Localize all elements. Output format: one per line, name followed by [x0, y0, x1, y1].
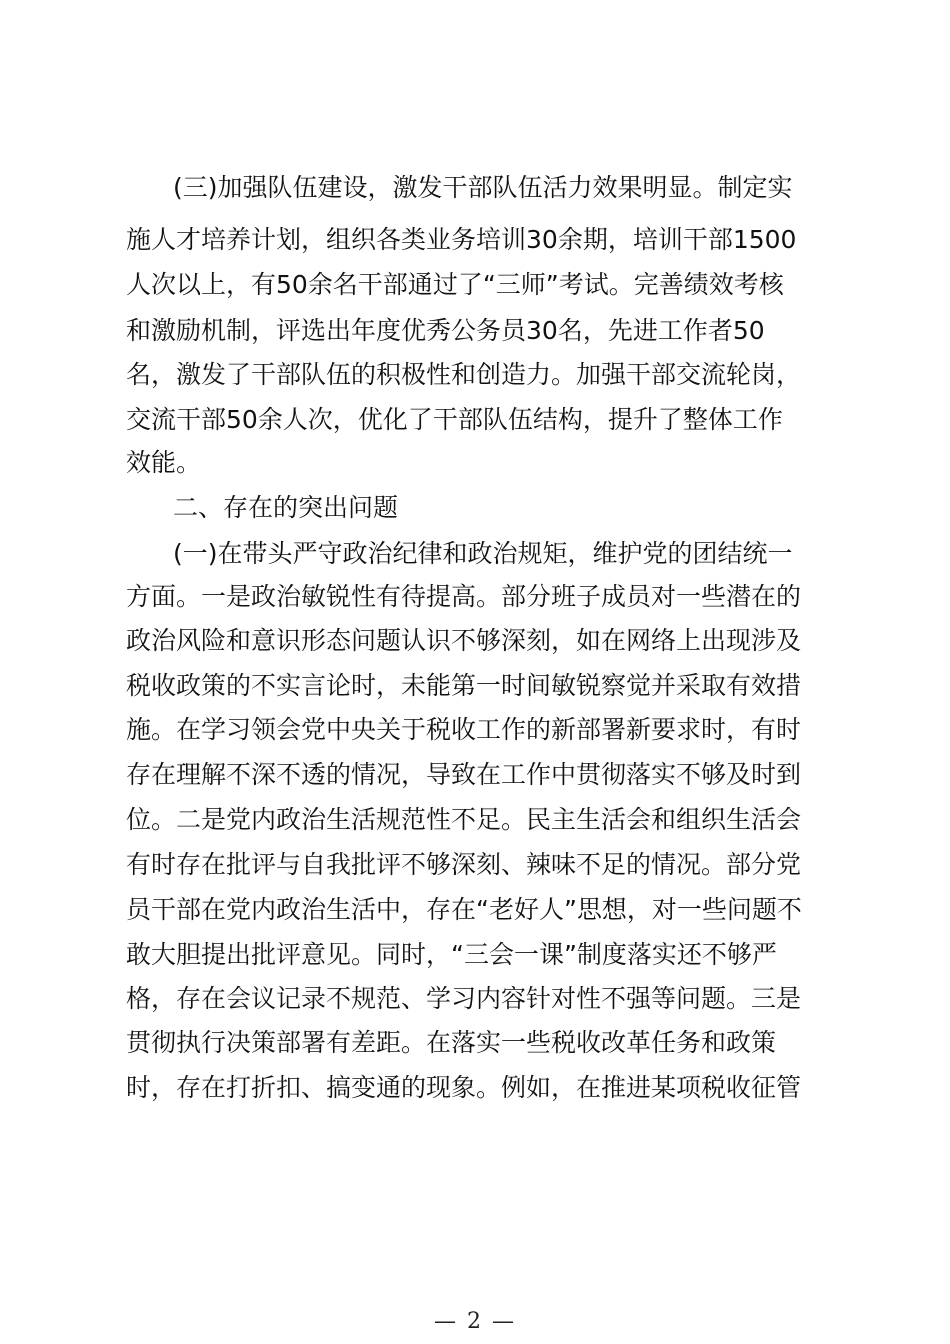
- text-line: 人次以上，有50余名干部通过了“三师”考试。完善绩效考核: [126, 270, 784, 299]
- text-line: 有时存在批评与自我批评不够深刻、辣味不足的情况。部分党: [126, 850, 802, 879]
- text-line: 员干部在党内政治生活中，存在“老好人”思想，对一些问题不: [126, 895, 802, 924]
- text-line: (一)在带头严守政治纪律和政治规矩，维护党的团结统一: [173, 539, 793, 568]
- text-line: 敢大胆提出批评意见。同时，“三会一课”制度落实还不够严: [126, 940, 777, 969]
- text-line: 施人才培养计划，组织各类业务培训30余期，培训干部1500: [126, 225, 797, 254]
- text-line: 税收政策的不实言论时，未能第一时间敏锐察觉并采取有效措: [126, 671, 802, 700]
- text-line: 政治风险和意识形态问题认识不够深刻，如在网络上出现涉及: [126, 626, 802, 655]
- text-line: 交流干部50余人次，优化了干部队伍结构，提升了整体工作: [126, 405, 783, 434]
- text-line: 时，存在打折扣、搞变通的现象。例如，在推进某项税收征管: [126, 1073, 802, 1102]
- text-line: 存在理解不深不透的情况，导致在工作中贯彻落实不够及时到: [126, 760, 802, 789]
- text-line: 和激励机制，评选出年度优秀公务员30名，先进工作者50: [126, 316, 765, 345]
- section-heading: 二、存在的突出问题: [173, 493, 399, 522]
- text-line: 贯彻执行决策部署有差距。在落实一些税收改革任务和政策: [126, 1028, 777, 1057]
- text-line: 方面。一是政治敏锐性有待提高。部分班子成员对一些潜在的: [126, 582, 802, 611]
- text-line: 名，激发了干部队伍的积极性和创造力。加强干部交流轮岗，: [126, 360, 802, 389]
- text-line: 效能。: [126, 448, 202, 477]
- text-line: 位。二是党内政治生活规范性不足。民主生活会和组织生活会: [126, 805, 802, 834]
- page-number: — 2 —: [434, 1309, 516, 1334]
- text-line: 施。在学习领会党中央关于税收工作的新部署新要求时，有时: [126, 715, 802, 744]
- text-line: (三)加强队伍建设，激发干部队伍活力效果明显。制定实: [173, 173, 793, 202]
- text-line: 格，存在会议记录不规范、学习内容针对性不强等问题。三是: [126, 984, 802, 1013]
